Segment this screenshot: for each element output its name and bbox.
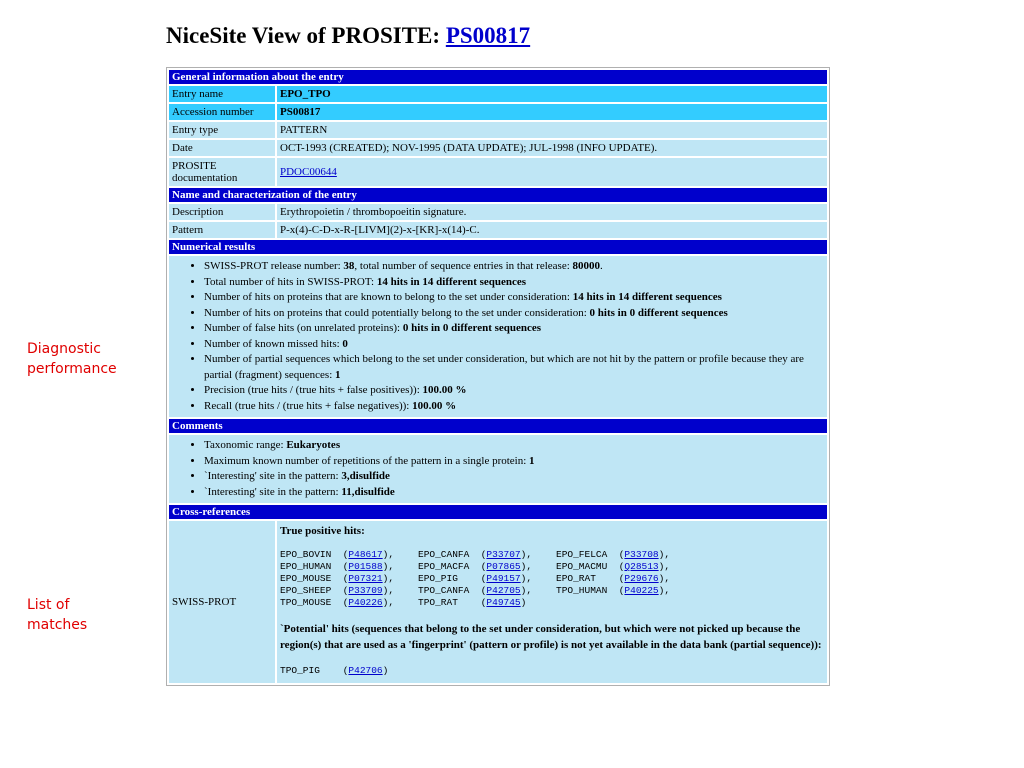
accession-link[interactable]: P01588	[348, 561, 383, 572]
list-item	[204, 469, 824, 485]
field-label: Entry type	[169, 122, 275, 138]
field-label: Date	[169, 140, 275, 156]
hit-entry	[280, 573, 418, 585]
separator: ),	[382, 573, 400, 584]
list-item	[204, 337, 824, 353]
accession-link[interactable]: PS00817	[445, 23, 531, 48]
sequence-name: EPO_FELCA (	[556, 549, 625, 560]
field-value: OCT-1993 (CREATED); NOV-1995 (DATA UPDATE); JUL-1998 (INFO UPDATE).	[277, 140, 827, 156]
sequence-name: EPO_CANFA (	[418, 549, 487, 560]
sequence-name: EPO_BOVIN (	[280, 549, 349, 560]
list-item	[204, 399, 824, 415]
comments	[169, 435, 827, 503]
info-row	[169, 122, 827, 138]
accession-link[interactable]: P48617	[348, 549, 383, 560]
sequence-name: EPO_MACMU (	[556, 561, 625, 572]
field-label: Pattern	[169, 222, 275, 238]
separator: ),	[520, 561, 538, 572]
sequence-name: EPO_SHEEP (	[280, 585, 349, 596]
separator: ),	[520, 573, 538, 584]
field-label: PROSITE documentation	[169, 158, 275, 186]
list-item	[204, 352, 824, 383]
separator: ),	[382, 585, 400, 596]
sequence-name: TPO_HUMAN (	[556, 585, 625, 596]
separator: ),	[382, 561, 400, 572]
separator: )	[520, 597, 527, 608]
field-label: Entry name	[169, 86, 275, 102]
diagnostic-performance-note	[27, 339, 117, 379]
characterization-header: Name and characterization of the entry	[169, 188, 827, 202]
item-value: 100.00 %	[422, 384, 467, 396]
comments-row	[169, 435, 827, 503]
item-value: 38	[343, 260, 355, 272]
item-text: Precision (true hits / (true hits + false positives)):	[204, 384, 423, 396]
separator: ),	[658, 549, 676, 560]
numerical-results-header-row	[169, 240, 827, 254]
numerical-results-header: Numerical results	[169, 240, 827, 254]
sequence-name: TPO_RAT (	[418, 597, 487, 608]
item-text: `Interesting' site in the pattern:	[204, 485, 342, 498]
info-row	[169, 222, 827, 238]
list-item	[204, 321, 824, 337]
potential-hits-title: `Potential' hits (sequences that belong to the set under consideration, but which were not picked up because the region(s) that are used as a 'fingerprint' (pattern or profile) is not yet available in the data bank (partial sequence)):	[280, 623, 822, 651]
info-row	[169, 86, 827, 102]
info-row	[169, 140, 827, 156]
potential-hits-list	[280, 665, 824, 677]
hit-entry	[280, 585, 418, 597]
hit-line	[280, 585, 824, 597]
hit-entry	[418, 597, 556, 609]
list-item	[204, 485, 824, 501]
item-value: 14 hits in 14 different sequences	[376, 275, 527, 288]
separator: )	[382, 665, 389, 676]
item-text: , total number of sequence entries in that release:	[354, 260, 573, 272]
separator: ),	[382, 597, 400, 608]
accession-link[interactable]: P33708	[624, 549, 659, 560]
separator: ),	[382, 549, 400, 560]
database-label: SWISS-PROT	[169, 521, 275, 683]
accession-link[interactable]: P49157	[486, 573, 521, 584]
hit-line	[280, 549, 824, 561]
numerical-results-row	[169, 256, 827, 417]
field-label: Description	[169, 204, 275, 220]
field-value: EPO_TPO	[277, 86, 827, 102]
info-row	[169, 204, 827, 220]
numerical-results-list	[172, 259, 824, 414]
comments-header: Comments	[169, 419, 827, 433]
sequence-name: EPO_HUMAN (	[280, 561, 349, 572]
item-text: .	[600, 260, 603, 272]
true-hits-title: True positive hits:	[280, 525, 365, 537]
cross-references-header: Cross-references	[169, 505, 827, 519]
general-info-header: General information about the entry	[169, 70, 827, 84]
item-text: Number of hits on proteins that could potentially belong to the set under consideration:	[204, 306, 590, 319]
accession-link[interactable]: P49745	[486, 597, 521, 608]
list-item	[204, 454, 824, 470]
hit-entry	[556, 585, 694, 597]
item-value: 0 hits in 0 different sequences	[589, 306, 728, 319]
item-value: 80000	[572, 260, 601, 272]
list-item	[204, 438, 824, 454]
comments-list	[172, 438, 824, 500]
sequence-name: EPO_MOUSE (	[280, 573, 349, 584]
sequence-name: TPO_PIG (	[280, 665, 349, 676]
item-value: 0 hits in 0 different sequences	[402, 322, 542, 334]
item-text: `Interesting' site in the pattern:	[204, 470, 342, 482]
list-of-matches-note	[27, 595, 87, 635]
accession-link[interactable]: P40225	[624, 585, 659, 596]
field-value: P-x(4)-C-D-x-R-[LIVM](2)-x-[KR]-x(14)-C.	[277, 222, 827, 238]
note-line: performance	[27, 361, 117, 377]
accession-link[interactable]: P07321	[348, 573, 383, 584]
hit-entry	[418, 549, 556, 561]
item-text: Number of hits on proteins that are known to belong to the set under consideration:	[204, 291, 573, 303]
accession-link[interactable]: P33709	[348, 585, 383, 596]
hit-entry	[556, 573, 694, 585]
accession-link[interactable]: P33707	[486, 549, 521, 560]
note-line: List of	[27, 597, 70, 613]
accession-link[interactable]: Q28513	[624, 561, 659, 572]
item-value: 3,disulfide	[341, 470, 390, 482]
hit-line	[280, 573, 824, 585]
separator: ),	[658, 585, 676, 596]
field-value: Erythropoietin / thrombopoeitin signature.	[277, 204, 827, 220]
sequence-name: EPO_PIG (	[418, 573, 487, 584]
item-text: Maximum known number of repetitions of the pattern in a single protein:	[204, 454, 530, 467]
accession-link[interactable]: P40226	[348, 597, 383, 608]
item-text: Total number of hits in SWISS-PROT:	[204, 275, 377, 288]
accession-link[interactable]: P29676	[624, 573, 659, 584]
sequence-name: EPO_RAT (	[556, 573, 625, 584]
list-item	[204, 275, 824, 291]
item-text: Taxonomic range:	[204, 439, 287, 451]
item-text: Number of false hits (on unrelated proteins):	[204, 322, 403, 334]
item-text: Number of partial sequences which belong to the set under consideration, but which are not hit by the pattern or profile because they are partial (fragment) sequences:	[204, 353, 804, 381]
separator: ),	[658, 561, 676, 572]
title-prefix: NiceSite View of PROSITE:	[166, 23, 446, 48]
hit-entry	[418, 585, 556, 597]
list-item	[204, 383, 824, 399]
hit-entry	[280, 549, 418, 561]
hit-entry	[556, 549, 694, 561]
page-title	[166, 23, 530, 49]
info-row	[169, 104, 827, 120]
sequence-name: TPO_MOUSE (	[280, 597, 349, 608]
field-label: Accession number	[169, 104, 275, 120]
cross-references-header-row	[169, 505, 827, 519]
hit-line	[280, 561, 824, 573]
hit-line	[280, 597, 824, 609]
hit-line	[280, 665, 824, 677]
item-text: Number of known missed hits:	[204, 337, 343, 350]
hit-entry	[280, 597, 418, 609]
documentation-link[interactable]: PDOC00644	[280, 166, 337, 178]
info-row	[169, 158, 827, 186]
item-value: Eukaryotes	[286, 439, 341, 451]
sequence-name: EPO_MACFA (	[418, 561, 487, 572]
note-line: Diagnostic	[27, 341, 101, 357]
accession-link[interactable]: P07865	[486, 561, 521, 572]
hit-entry	[418, 573, 556, 585]
comments-header-row	[169, 419, 827, 433]
hit-entry	[280, 561, 418, 573]
hit-entry	[556, 561, 694, 573]
item-value: 11,disulfide	[341, 485, 395, 498]
item-text: SWISS-PROT release number:	[204, 260, 344, 272]
numerical-results	[169, 256, 827, 417]
cross-reference-row	[169, 521, 827, 683]
accession-link[interactable]: P42705	[486, 585, 521, 596]
entry-table	[166, 67, 830, 686]
accession-link[interactable]: P42706	[348, 665, 383, 676]
general-info-header-row	[169, 70, 827, 84]
item-value: 0	[342, 337, 348, 350]
item-value: 1	[335, 368, 341, 381]
separator: ),	[520, 585, 538, 596]
cross-reference-content	[277, 521, 827, 683]
item-value: 1	[529, 454, 535, 467]
hit-entry	[418, 561, 556, 573]
list-item	[204, 306, 824, 322]
field-value: PS00817	[277, 104, 827, 120]
characterization-header-row	[169, 188, 827, 202]
separator: ),	[520, 549, 538, 560]
item-value: 100.00 %	[412, 399, 457, 412]
list-item	[204, 290, 824, 306]
true-hits-list	[280, 549, 824, 609]
separator: ),	[658, 573, 676, 584]
list-item	[204, 259, 824, 275]
field-value	[277, 158, 827, 186]
note-line: matches	[27, 617, 88, 633]
item-text: Recall (true hits / (true hits + false negatives)):	[204, 399, 413, 412]
field-value: PATTERN	[277, 122, 827, 138]
item-value: 14 hits in 14 different sequences	[572, 291, 722, 303]
sequence-name: TPO_CANFA (	[418, 585, 487, 596]
